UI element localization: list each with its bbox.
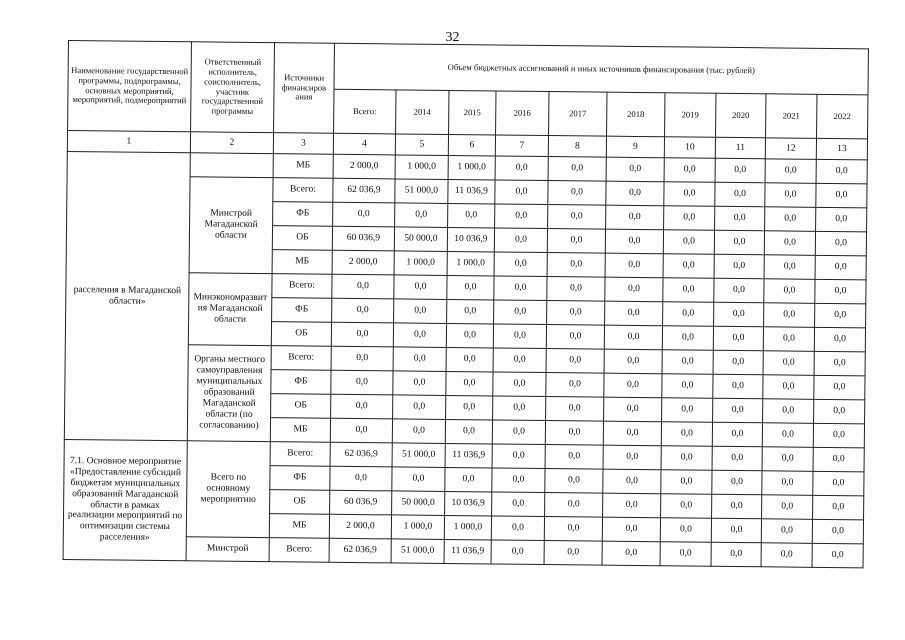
value-cell: 0,0 — [714, 254, 764, 279]
value-cell: 0,0 — [661, 446, 712, 471]
value-cell: 0,0 — [663, 254, 714, 279]
value-cell: 0,0 — [663, 278, 714, 303]
source-cell: ФБ — [273, 202, 333, 227]
column-number: 3 — [273, 133, 333, 155]
value-cell: 0,0 — [494, 252, 547, 277]
value-cell: 0,0 — [605, 277, 663, 302]
value-cell: 0,0 — [495, 156, 548, 181]
value-cell: 0,0 — [762, 423, 813, 448]
value-cell: 0,0 — [445, 467, 492, 491]
value-cell: 0,0 — [712, 494, 762, 519]
value-cell: 0,0 — [392, 467, 445, 492]
value-cell: 50 000,0 — [392, 491, 445, 516]
value-cell: 0,0 — [714, 302, 764, 327]
value-cell: 0,0 — [662, 350, 713, 375]
budget-table — [63, 40, 869, 568]
value-cell: 0,0 — [494, 276, 547, 301]
value-cell: 0,0 — [330, 466, 392, 491]
executor-cell — [190, 153, 273, 178]
value-cell: 0,0 — [816, 159, 867, 184]
header-year: 2021 — [766, 94, 817, 139]
value-cell: 0,0 — [813, 471, 864, 496]
column-number: 9 — [606, 136, 664, 158]
value-cell: 0,0 — [816, 183, 867, 208]
value-cell: 0,0 — [603, 493, 661, 518]
value-cell: 0,0 — [714, 278, 764, 303]
value-cell: 0,0 — [604, 349, 662, 374]
value-cell: 0,0 — [394, 299, 447, 324]
header-executor: Ответственный исполнитель, соисполнитель, участник государственной программы — [191, 42, 275, 133]
value-cell: 0,0 — [815, 255, 866, 280]
header-year: 2014 — [396, 90, 449, 135]
value-cell: 0,0 — [713, 398, 763, 423]
value-cell: 0,0 — [544, 541, 602, 566]
value-cell: 0,0 — [331, 394, 393, 419]
column-number: 4 — [333, 133, 395, 155]
source-cell: Всего: — [273, 178, 333, 203]
value-cell: 0,0 — [814, 375, 865, 400]
source-cell: ФБ — [270, 466, 330, 491]
value-cell: 10 036,9 — [445, 491, 492, 515]
value-cell: 0,0 — [333, 202, 395, 227]
value-cell: 0,0 — [606, 205, 664, 230]
column-number: 10 — [664, 137, 715, 159]
value-cell: 0,0 — [446, 371, 493, 395]
value-cell: 0,0 — [547, 301, 605, 326]
value-cell: 0,0 — [446, 347, 493, 371]
executor-cell: Минэкономразвит ия Магаданской области — [188, 273, 272, 346]
value-cell: 0,0 — [715, 158, 765, 183]
value-cell: 0,0 — [603, 469, 661, 494]
value-cell: 50 000,0 — [394, 227, 447, 252]
value-cell: 0,0 — [761, 543, 812, 568]
value-cell: 0,0 — [546, 397, 604, 422]
value-cell: 0,0 — [494, 300, 547, 325]
header-program: Наименование государственной программы, подпрограммы, основных мероприятий, мероприятий, подмероприятий — [68, 41, 192, 132]
value-cell: 0,0 — [606, 157, 664, 182]
value-cell: 0,0 — [606, 181, 664, 206]
value-cell: 0,0 — [492, 420, 545, 445]
column-number: 1 — [67, 131, 190, 153]
value-cell: 0,0 — [712, 470, 762, 495]
value-cell: 0,0 — [715, 206, 765, 231]
value-cell: 0,0 — [813, 495, 864, 520]
value-cell: 0,0 — [395, 203, 448, 228]
value-cell: 0,0 — [664, 182, 715, 207]
value-cell: 0,0 — [492, 492, 545, 517]
value-cell: 0,0 — [764, 303, 815, 328]
value-cell: 0,0 — [664, 206, 715, 231]
value-cell: 0,0 — [712, 422, 762, 447]
value-cell: 0,0 — [812, 543, 863, 568]
value-cell: 0,0 — [545, 421, 603, 446]
value-cell: 0,0 — [814, 399, 865, 424]
header-year: 2019 — [665, 93, 716, 138]
value-cell: 0,0 — [762, 471, 813, 496]
value-cell: 11 036,9 — [448, 179, 495, 203]
column-number: 6 — [448, 134, 495, 155]
program-name-cell: 7.1. Основное мероприятие «Предоставление субсидий бюджетам муниципальных образований Магаданской области в рамках реализации мероприятий по оптимизации системы расселения» — [63, 439, 187, 560]
value-cell: 0,0 — [814, 351, 865, 376]
value-cell: 0,0 — [764, 231, 815, 256]
value-cell: 0,0 — [546, 373, 604, 398]
header-year: 2020 — [716, 93, 766, 138]
value-cell: 0,0 — [548, 205, 606, 230]
source-cell: ОБ — [272, 226, 332, 251]
value-cell: 0,0 — [493, 372, 546, 397]
value-cell: 0,0 — [547, 229, 605, 254]
value-cell: 0,0 — [715, 182, 765, 207]
value-cell: 0,0 — [815, 303, 866, 328]
value-cell: 11 036,9 — [444, 539, 491, 563]
value-cell: 0,0 — [494, 228, 547, 253]
value-cell: 60 036,9 — [332, 226, 394, 251]
value-cell: 0,0 — [662, 374, 713, 399]
value-cell: 0,0 — [763, 327, 814, 352]
value-cell: 51 000,0 — [391, 539, 444, 564]
executor-cell: Минстрой Магаданской области — [189, 177, 273, 274]
value-cell: 62 036,9 — [330, 442, 392, 467]
value-cell: 0,0 — [713, 326, 763, 351]
value-cell: 62 036,9 — [333, 178, 395, 203]
value-cell: 0,0 — [812, 519, 863, 544]
header-year: 2016 — [496, 91, 549, 136]
value-cell: 0,0 — [604, 373, 662, 398]
value-cell: 0,0 — [491, 540, 544, 565]
source-cell: ОБ — [270, 490, 330, 515]
value-cell: 0,0 — [604, 325, 662, 350]
column-number: 2 — [190, 132, 273, 154]
value-cell: 0,0 — [446, 395, 493, 419]
column-number: 12 — [765, 138, 816, 160]
value-cell: 0,0 — [547, 277, 605, 302]
column-number: 5 — [395, 134, 448, 156]
value-cell: 0,0 — [604, 397, 662, 422]
value-cell: 10 036,9 — [447, 227, 494, 251]
value-cell: 0,0 — [765, 183, 816, 208]
value-cell: 0,0 — [712, 446, 762, 471]
value-cell: 0,0 — [713, 374, 763, 399]
value-cell: 0,0 — [548, 181, 606, 206]
value-cell: 0,0 — [545, 493, 603, 518]
program-name-cell: расселения в Магаданской области» — [64, 151, 190, 440]
value-cell: 0,0 — [762, 447, 813, 472]
value-cell: 0,0 — [761, 519, 812, 544]
source-cell: МБ — [273, 154, 333, 179]
value-cell: 0,0 — [331, 346, 393, 371]
value-cell: 0,0 — [331, 370, 393, 395]
value-cell: 0,0 — [762, 495, 813, 520]
value-cell: 0,0 — [330, 418, 392, 443]
value-cell: 0,0 — [544, 517, 602, 542]
column-number: 7 — [495, 135, 548, 157]
value-cell: 0,0 — [492, 468, 545, 493]
value-cell: 0,0 — [492, 444, 545, 469]
value-cell: 2 000,0 — [332, 250, 394, 275]
column-number: 8 — [548, 136, 606, 158]
column-number: 11 — [715, 137, 765, 159]
value-cell: 0,0 — [605, 301, 663, 326]
value-cell: 0,0 — [545, 445, 603, 470]
value-cell: 0,0 — [605, 253, 663, 278]
value-cell: 0,0 — [764, 279, 815, 304]
header-total: Всего: — [334, 89, 396, 134]
header-year: 2017 — [549, 92, 607, 137]
source-cell: Всего: — [271, 346, 331, 371]
value-cell: 62 036,9 — [329, 538, 391, 563]
value-cell: 0,0 — [661, 494, 712, 519]
value-cell: 0,0 — [602, 517, 660, 542]
value-cell: 0,0 — [763, 351, 814, 376]
value-cell: 0,0 — [660, 518, 711, 543]
value-cell: 0,0 — [713, 350, 763, 375]
value-cell: 0,0 — [493, 324, 546, 349]
value-cell: 0,0 — [814, 327, 865, 352]
value-cell: 0,0 — [445, 419, 492, 443]
value-cell: 0,0 — [447, 299, 494, 323]
value-cell: 1 000,0 — [448, 155, 495, 179]
value-cell: 0,0 — [662, 398, 713, 423]
value-cell: 2 000,0 — [333, 154, 395, 179]
source-cell: ОБ — [271, 394, 331, 419]
page-number: 32 — [445, 30, 460, 45]
source-cell: Всего: — [269, 538, 329, 563]
value-cell: 60 036,9 — [330, 490, 392, 515]
value-cell: 0,0 — [763, 375, 814, 400]
source-cell: Всего: — [270, 442, 330, 467]
header-sources: Источники финансиров ания — [274, 43, 335, 134]
value-cell: 0,0 — [495, 180, 548, 205]
value-cell: 1 000,0 — [447, 251, 494, 275]
value-cell: 0,0 — [764, 255, 815, 280]
header-year: 2018 — [607, 92, 665, 137]
value-cell: 0,0 — [711, 518, 761, 543]
value-cell: 0,0 — [605, 229, 663, 254]
value-cell: 0,0 — [491, 516, 544, 541]
value-cell: 0,0 — [393, 347, 446, 372]
value-cell: 0,0 — [495, 204, 548, 229]
column-number: 13 — [816, 138, 867, 160]
value-cell: 0,0 — [546, 325, 604, 350]
value-cell: 0,0 — [546, 349, 604, 374]
value-cell: 0,0 — [765, 207, 816, 232]
value-cell: 0,0 — [493, 348, 546, 373]
value-cell: 0,0 — [331, 322, 393, 347]
value-cell: 0,0 — [493, 396, 546, 421]
value-cell: 0,0 — [392, 419, 445, 444]
header-year: 2015 — [449, 90, 496, 134]
value-cell: 0,0 — [763, 399, 814, 424]
source-cell: ОБ — [271, 322, 331, 347]
source-cell: ФБ — [271, 370, 331, 395]
value-cell: 0,0 — [765, 159, 816, 184]
value-cell: 0,0 — [394, 275, 447, 300]
value-cell: 0,0 — [660, 542, 711, 567]
source-cell: МБ — [270, 418, 330, 443]
value-cell: 0,0 — [545, 469, 603, 494]
value-cell: 0,0 — [547, 253, 605, 278]
value-cell: 0,0 — [661, 470, 712, 495]
value-cell: 51 000,0 — [395, 179, 448, 204]
executor-cell: Органы местного самоуправления муниципальных образований Магаданской области (по согласованию) — [187, 345, 271, 442]
source-cell: МБ — [269, 514, 329, 539]
value-cell: 0,0 — [813, 447, 864, 472]
header-year: 2022 — [817, 94, 868, 139]
value-cell: 0,0 — [447, 275, 494, 299]
value-cell: 0,0 — [393, 395, 446, 420]
value-cell: 0,0 — [816, 207, 867, 232]
value-cell: 0,0 — [663, 230, 714, 255]
value-cell: 1 000,0 — [395, 155, 448, 180]
value-cell: 0,0 — [448, 203, 495, 227]
value-cell: 1 000,0 — [394, 251, 447, 276]
source-cell: МБ — [272, 250, 332, 275]
value-cell: 0,0 — [662, 326, 713, 351]
value-cell: 0,0 — [332, 298, 394, 323]
value-cell: 0,0 — [603, 445, 661, 470]
value-cell: 0,0 — [664, 158, 715, 183]
header-volume: Объем бюджетных ассигнований и иных источников финансирования (тыс. рублей) — [334, 43, 868, 95]
value-cell: 0,0 — [602, 541, 660, 566]
value-cell: 51 000,0 — [392, 443, 445, 468]
value-cell: 1 000,0 — [444, 515, 491, 539]
value-cell: 0,0 — [813, 423, 864, 448]
value-cell: 1 000,0 — [391, 515, 444, 540]
value-cell: 0,0 — [663, 302, 714, 327]
value-cell: 11 036,9 — [445, 443, 492, 467]
value-cell: 2 000,0 — [329, 514, 391, 539]
value-cell: 0,0 — [393, 323, 446, 348]
executor-cell: Минстрой — [186, 537, 269, 562]
value-cell: 0,0 — [548, 157, 606, 182]
value-cell: 0,0 — [711, 542, 761, 567]
value-cell: 0,0 — [393, 371, 446, 396]
source-cell: Всего: — [272, 274, 332, 299]
value-cell: 0,0 — [603, 421, 661, 446]
value-cell: 0,0 — [446, 323, 493, 347]
value-cell: 0,0 — [332, 274, 394, 299]
value-cell: 0,0 — [714, 230, 764, 255]
executor-cell: Всего по основному мероприятию — [186, 441, 270, 538]
source-cell: ФБ — [272, 298, 332, 323]
value-cell: 0,0 — [815, 231, 866, 256]
value-cell: 0,0 — [815, 279, 866, 304]
value-cell: 0,0 — [661, 422, 712, 447]
